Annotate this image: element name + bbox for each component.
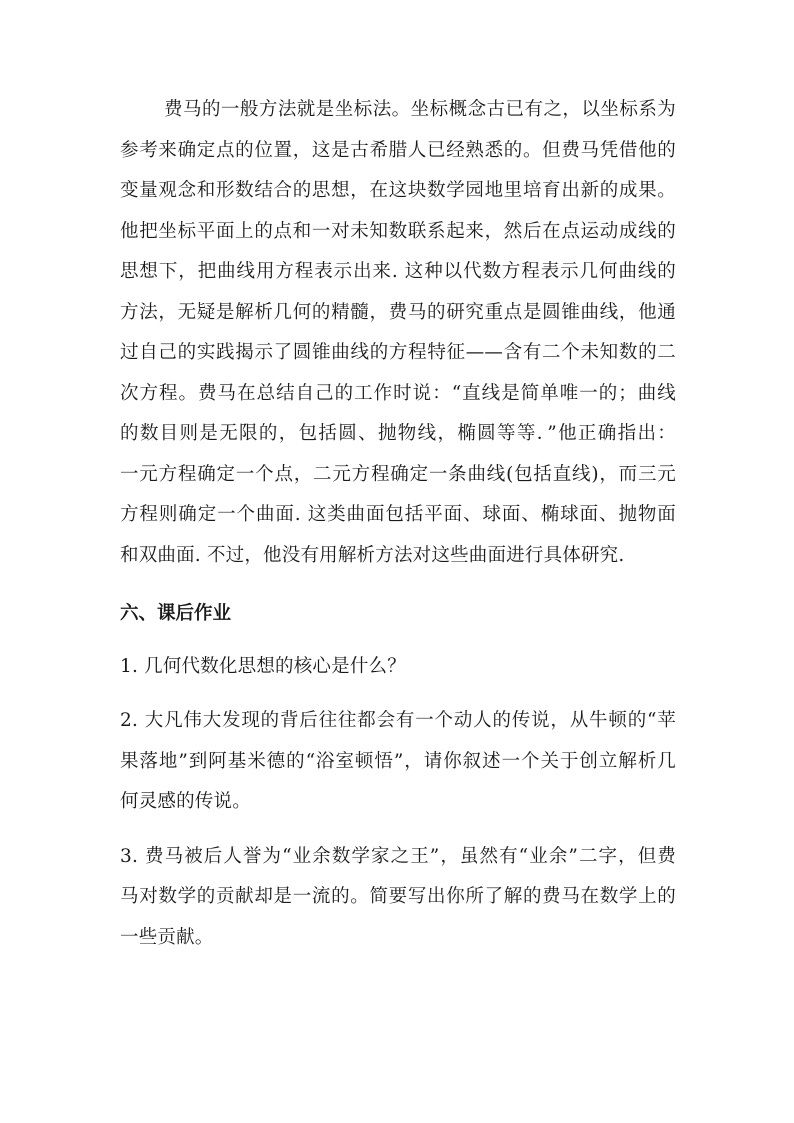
question-line: 一些贡献。 [120, 926, 214, 948]
paragraph-line: 方程则确定一个曲面. 这类曲面包括平面、球面、椭球面、抛物面 [120, 504, 676, 525]
question-1 [120, 647, 676, 688]
question-3 [120, 837, 676, 959]
question-line: 果落地”到阿基米德的“浴室顿悟”，请你叙述一个关于创立解析几 [120, 750, 676, 772]
paragraph-line: 变量观念和形数结合的思想，在这块数学园地里培育出新的成果。 [120, 180, 676, 201]
question-line: 3. 费马被后人誉为“业余数学家之王”，虽然有“业余”二字，但费 [120, 845, 676, 867]
paragraph-line: 他把坐标平面上的点和一对未知数联系起来，然后在点运动成线的 [120, 220, 676, 242]
question-line: 马对数学的贡献却是一流的。简要写出你所了解的费马在数学上的 [120, 886, 676, 907]
paragraph-line: 的数目则是无限的，包括圆、抛物线，椭圆等等．”他正确指出： [120, 423, 676, 444]
question-line: 2. 大凡伟大发现的背后往往都会有一个动人的传说，从牛顿的“苹 [120, 710, 676, 731]
paragraph-line: 过自己的实践揭示了圆锥曲线的方程特征——含有二个未知数的二 [120, 342, 676, 363]
paragraph-line: 思想下，把曲线用方程表示出来. 这种以代数方程表示几何曲线的 [120, 261, 676, 282]
body-paragraph [120, 90, 676, 576]
paragraph-line: 方法，无疑是解析几何的精髓，费马的研究重点是圆锥曲线，他通 [120, 301, 676, 323]
paragraph-line: 次方程。费马在总结自己的工作时说：“直线是简单唯一的；曲线 [120, 382, 676, 404]
paragraph-line: 和双曲面. 不过，他没有用解析方法对这些曲面进行具体研究. [120, 544, 625, 566]
paragraph-line: 一元方程确定一个点，二元方程确定一条曲线(包括直线)，而三元 [120, 463, 676, 485]
section-heading: 六、课后作业 [120, 603, 232, 624]
question-2 [120, 701, 676, 823]
question-line: 1. 几何代数化思想的核心是什么？ [120, 655, 406, 677]
document-page [120, 90, 676, 972]
paragraph-line: 费马的一般方法就是坐标法。坐标概念古已有之，以坐标系为 [164, 99, 676, 120]
question-line: 何灵感的传说。 [120, 791, 251, 812]
paragraph-line: 参考来确定点的位置，这是古希腊人已经熟悉的。但费马凭借他的 [120, 139, 676, 161]
